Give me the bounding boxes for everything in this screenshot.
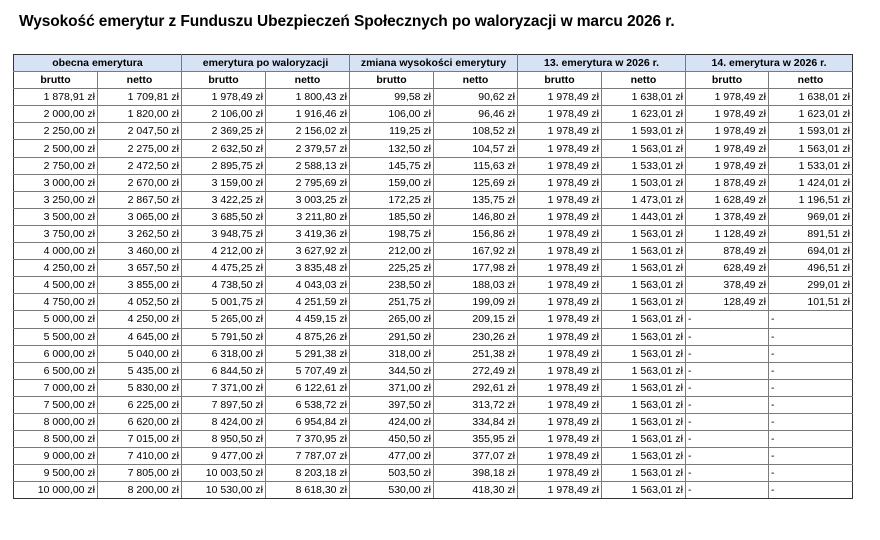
table-cell: 3 250,00 zł <box>14 191 98 208</box>
table-cell: 418,30 zł <box>434 482 518 499</box>
table-cell: 450,50 zł <box>350 431 434 448</box>
table-cell: 5 707,49 zł <box>266 362 350 379</box>
table-cell: 1 638,01 zł <box>769 89 853 106</box>
table-cell: 1 978,49 zł <box>518 260 602 277</box>
table-row <box>14 345 853 362</box>
table-row <box>14 413 853 430</box>
table-cell: 5 001,75 zł <box>182 294 266 311</box>
table-cell: 8 950,50 zł <box>182 431 266 448</box>
table-cell: 7 805,00 zł <box>98 465 182 482</box>
table-cell: 4 212,00 zł <box>182 243 266 260</box>
table-cell: 1 563,01 zł <box>602 294 686 311</box>
table-cell: 969,01 zł <box>769 208 853 225</box>
table-cell: 10 530,00 zł <box>182 482 266 499</box>
table-cell: - <box>769 448 853 465</box>
table-cell: 6 000,00 zł <box>14 345 98 362</box>
table-cell: 2 106,00 zł <box>182 106 266 123</box>
table-cell: 8 000,00 zł <box>14 413 98 430</box>
table-cell: 1 978,49 zł <box>686 89 769 106</box>
table-cell: 4 750,00 zł <box>14 294 98 311</box>
table-row <box>14 294 853 311</box>
sub-header-net: netto <box>434 72 518 89</box>
table-cell: 1 978,49 zł <box>518 345 602 362</box>
table-cell: - <box>686 448 769 465</box>
table-cell: 355,95 zł <box>434 431 518 448</box>
sub-header-gross: brutto <box>686 72 769 89</box>
table-cell: 2 000,00 zł <box>14 106 98 123</box>
table-cell: 2 369,25 zł <box>182 123 266 140</box>
table-cell: 1 563,01 zł <box>602 362 686 379</box>
group-header-row <box>14 55 853 72</box>
table-cell: 291,50 zł <box>350 328 434 345</box>
table-cell: 2 047,50 zł <box>98 123 182 140</box>
table-cell: - <box>769 379 853 396</box>
table-cell: 4 500,00 zł <box>14 277 98 294</box>
table-cell: 1 978,49 zł <box>518 225 602 242</box>
table-cell: 1 443,01 zł <box>602 208 686 225</box>
table-row <box>14 106 853 123</box>
table-cell: 1 978,49 zł <box>686 157 769 174</box>
table-row <box>14 89 853 106</box>
table-cell: 1 978,49 zł <box>518 157 602 174</box>
table-cell: 106,00 zł <box>350 106 434 123</box>
table-row <box>14 379 853 396</box>
sub-header-gross: brutto <box>518 72 602 89</box>
table-row <box>14 123 853 140</box>
group-header-change: zmiana wysokości emerytury <box>350 55 518 72</box>
table-cell: 1 978,49 zł <box>518 413 602 430</box>
table-cell: - <box>686 413 769 430</box>
table-cell: 7 370,95 zł <box>266 431 350 448</box>
table-cell: 6 844,50 zł <box>182 362 266 379</box>
table-cell: 530,00 zł <box>350 482 434 499</box>
table-cell: 132,50 zł <box>350 140 434 157</box>
table-cell: 1 563,01 zł <box>602 465 686 482</box>
table-cell: 9 477,00 zł <box>182 448 266 465</box>
table-cell: 3 460,00 zł <box>98 243 182 260</box>
table-cell: 96,46 zł <box>434 106 518 123</box>
table-cell: 377,07 zł <box>434 448 518 465</box>
table-cell: 3 750,00 zł <box>14 225 98 242</box>
table-cell: 6 954,84 zł <box>266 413 350 430</box>
table-cell: 477,00 zł <box>350 448 434 465</box>
table-cell: 4 251,59 zł <box>266 294 350 311</box>
table-cell: 212,00 zł <box>350 243 434 260</box>
table-cell: 398,18 zł <box>434 465 518 482</box>
table-cell: 8 200,00 zł <box>98 482 182 499</box>
table-cell: 371,00 zł <box>350 379 434 396</box>
table-cell: - <box>686 328 769 345</box>
table-cell: 1 978,49 zł <box>518 448 602 465</box>
table-cell: 145,75 zł <box>350 157 434 174</box>
table-cell: 694,01 zł <box>769 243 853 260</box>
table-cell: 1 378,49 zł <box>686 208 769 225</box>
table-cell: 1 563,01 zł <box>602 431 686 448</box>
table-row <box>14 448 853 465</box>
table-cell: 128,49 zł <box>686 294 769 311</box>
table-cell: 2 750,00 zł <box>14 157 98 174</box>
table-cell: 2 500,00 zł <box>14 140 98 157</box>
table-cell: 1 978,49 zł <box>518 482 602 499</box>
table-cell: 8 618,30 zł <box>266 482 350 499</box>
table-cell: 238,50 zł <box>350 277 434 294</box>
table-cell: 1 978,49 zł <box>518 294 602 311</box>
table-cell: - <box>769 362 853 379</box>
table-cell: 209,15 zł <box>434 311 518 328</box>
table-cell: 1 563,01 zł <box>602 311 686 328</box>
table-cell: 1 878,49 zł <box>686 174 769 191</box>
table-cell: - <box>686 465 769 482</box>
table-cell: 3 211,80 zł <box>266 208 350 225</box>
table-cell: 8 424,00 zł <box>182 413 266 430</box>
table-cell: 7 787,07 zł <box>266 448 350 465</box>
table-cell: 3 262,50 zł <box>98 225 182 242</box>
group-header-current-pension: obecna emerytura <box>14 55 182 72</box>
table-cell: 146,80 zł <box>434 208 518 225</box>
table-cell: 3 948,75 zł <box>182 225 266 242</box>
table-cell: 1 978,49 zł <box>518 277 602 294</box>
table-cell: 1 563,01 zł <box>602 243 686 260</box>
table-cell: 334,84 zł <box>434 413 518 430</box>
table-cell: 4 738,50 zł <box>182 277 266 294</box>
table-body <box>14 89 853 499</box>
table-cell: 115,63 zł <box>434 157 518 174</box>
table-cell: 6 318,00 zł <box>182 345 266 362</box>
sub-header-net: netto <box>266 72 350 89</box>
table-cell: 1 563,01 zł <box>602 225 686 242</box>
table-cell: 318,00 zł <box>350 345 434 362</box>
table-cell: 6 620,00 zł <box>98 413 182 430</box>
table-cell: 5 040,00 zł <box>98 345 182 362</box>
table-cell: 101,51 zł <box>769 294 853 311</box>
table-cell: 7 500,00 zł <box>14 396 98 413</box>
sub-header-row <box>14 72 853 89</box>
sub-header-net: netto <box>98 72 182 89</box>
table-cell: 2 895,75 zł <box>182 157 266 174</box>
table-cell: 108,52 zł <box>434 123 518 140</box>
table-cell: 1 563,01 zł <box>602 140 686 157</box>
table-cell: 1 563,01 zł <box>602 448 686 465</box>
table-cell: 4 052,50 zł <box>98 294 182 311</box>
table-cell: 397,50 zł <box>350 396 434 413</box>
table-cell: 1 978,49 zł <box>518 362 602 379</box>
table-cell: 2 156,02 zł <box>266 123 350 140</box>
table-cell: 1 563,01 zł <box>602 328 686 345</box>
table-cell: 1 593,01 zł <box>602 123 686 140</box>
table-cell: 7 410,00 zł <box>98 448 182 465</box>
table-cell: 496,51 zł <box>769 260 853 277</box>
sub-header-net: netto <box>769 72 853 89</box>
table-cell: 135,75 zł <box>434 191 518 208</box>
table-cell: 5 000,00 zł <box>14 311 98 328</box>
table-row <box>14 243 853 260</box>
table-cell: 1 800,43 zł <box>266 89 350 106</box>
table-row <box>14 396 853 413</box>
table-cell: - <box>769 311 853 328</box>
table-cell: 2 588,13 zł <box>266 157 350 174</box>
table-row <box>14 208 853 225</box>
table-cell: 1 196,51 zł <box>769 191 853 208</box>
group-header-14th-pension: 14. emerytura w 2026 r. <box>686 55 853 72</box>
table-cell: 265,00 zł <box>350 311 434 328</box>
table-row <box>14 465 853 482</box>
table-cell: 1 978,49 zł <box>686 123 769 140</box>
table-cell: 1 978,49 zł <box>686 106 769 123</box>
table-cell: 6 538,72 zł <box>266 396 350 413</box>
table-cell: 3 855,00 zł <box>98 277 182 294</box>
group-header-13th-pension: 13. emerytura w 2026 r. <box>518 55 686 72</box>
table-cell: 4 000,00 zł <box>14 243 98 260</box>
table-cell: 5 291,38 zł <box>266 345 350 362</box>
table-cell: - <box>686 311 769 328</box>
table-cell: 378,49 zł <box>686 277 769 294</box>
table-cell: 4 459,15 zł <box>266 311 350 328</box>
table-row <box>14 328 853 345</box>
table-cell: 5 500,00 zł <box>14 328 98 345</box>
table-cell: 1 593,01 zł <box>769 123 853 140</box>
table-cell: 1 978,49 zł <box>518 140 602 157</box>
table-row <box>14 482 853 499</box>
table-cell: 2 250,00 zł <box>14 123 98 140</box>
table-cell: 1 978,49 zł <box>518 208 602 225</box>
table-cell: 4 250,00 zł <box>14 260 98 277</box>
table-cell: 10 003,50 zł <box>182 465 266 482</box>
table-cell: - <box>769 328 853 345</box>
table-cell: - <box>769 396 853 413</box>
table-row <box>14 277 853 294</box>
table-cell: 104,57 zł <box>434 140 518 157</box>
table-cell: 1 623,01 zł <box>769 106 853 123</box>
table-cell: 1 563,01 zł <box>602 260 686 277</box>
table-cell: 1 709,81 zł <box>98 89 182 106</box>
table-cell: 185,50 zł <box>350 208 434 225</box>
table-cell: 7 015,00 zł <box>98 431 182 448</box>
table-cell: 2 670,00 zł <box>98 174 182 191</box>
table-cell: 172,25 zł <box>350 191 434 208</box>
table-cell: 125,69 zł <box>434 174 518 191</box>
table-cell: 878,49 zł <box>686 243 769 260</box>
table-cell: 2 795,69 zł <box>266 174 350 191</box>
table-row <box>14 362 853 379</box>
table-cell: 1 978,49 zł <box>518 243 602 260</box>
table-cell: 3 003,25 zł <box>266 191 350 208</box>
table-cell: 4 875,26 zł <box>266 328 350 345</box>
table-cell: 10 000,00 zł <box>14 482 98 499</box>
table-cell: 313,72 zł <box>434 396 518 413</box>
table-cell: 5 435,00 zł <box>98 362 182 379</box>
table-row <box>14 311 853 328</box>
table-cell: 177,98 zł <box>434 260 518 277</box>
table-cell: 167,92 zł <box>434 243 518 260</box>
table-cell: 3 159,00 zł <box>182 174 266 191</box>
table-cell: 1 978,49 zł <box>518 431 602 448</box>
table-cell: 156,86 zł <box>434 225 518 242</box>
table-cell: 1 820,00 zł <box>98 106 182 123</box>
table-cell: 1 563,01 zł <box>602 482 686 499</box>
table-cell: 119,25 zł <box>350 123 434 140</box>
table-cell: 1 563,01 zł <box>769 140 853 157</box>
table-cell: 6 225,00 zł <box>98 396 182 413</box>
table-cell: 3 685,50 zł <box>182 208 266 225</box>
table-cell: 292,61 zł <box>434 379 518 396</box>
table-cell: 251,38 zł <box>434 345 518 362</box>
sub-header-gross: brutto <box>350 72 434 89</box>
table-cell: 8 203,18 zł <box>266 465 350 482</box>
table-cell: 1 473,01 zł <box>602 191 686 208</box>
table-cell: 2 867,50 zł <box>98 191 182 208</box>
table-cell: 3 000,00 zł <box>14 174 98 191</box>
table-cell: 4 475,25 zł <box>182 260 266 277</box>
table-cell: 1 978,49 zł <box>518 123 602 140</box>
table-cell: 7 000,00 zł <box>14 379 98 396</box>
table-cell: 7 897,50 zł <box>182 396 266 413</box>
table-cell: 1 503,01 zł <box>602 174 686 191</box>
table-cell: 3 657,50 zł <box>98 260 182 277</box>
sub-header-gross: brutto <box>14 72 98 89</box>
table-cell: 3 065,00 zł <box>98 208 182 225</box>
table-cell: 5 830,00 zł <box>98 379 182 396</box>
table-cell: 1 563,01 zł <box>602 396 686 413</box>
table-cell: 1 978,49 zł <box>518 174 602 191</box>
table-cell: 1 424,01 zł <box>769 174 853 191</box>
table-cell: 159,00 zł <box>350 174 434 191</box>
table-row <box>14 431 853 448</box>
table-cell: 5 791,50 zł <box>182 328 266 345</box>
sub-header-net: netto <box>602 72 686 89</box>
table-cell: 4 250,00 zł <box>98 311 182 328</box>
table-cell: 1 563,01 zł <box>602 345 686 362</box>
table-cell: 198,75 zł <box>350 225 434 242</box>
table-cell: 1 978,49 zł <box>518 191 602 208</box>
table-cell: 1 978,49 zł <box>518 465 602 482</box>
table-cell: 1 878,91 zł <box>14 89 98 106</box>
table-cell: 225,25 zł <box>350 260 434 277</box>
table-cell: 3 835,48 zł <box>266 260 350 277</box>
table-cell: 6 500,00 zł <box>14 362 98 379</box>
table-cell: 1 978,49 zł <box>518 89 602 106</box>
table-cell: 99,58 zł <box>350 89 434 106</box>
table-cell: 503,50 zł <box>350 465 434 482</box>
table-row <box>14 157 853 174</box>
table-cell: - <box>769 413 853 430</box>
table-cell: 1 563,01 zł <box>602 379 686 396</box>
page-title: Wysokość emerytur z Funduszu Ubezpieczeń Społecznych po waloryzacji w marcu 2026 r. <box>19 13 675 30</box>
table-row <box>14 191 853 208</box>
table-cell: 1 128,49 zł <box>686 225 769 242</box>
table-cell: 9 000,00 zł <box>14 448 98 465</box>
table-cell: 1 978,49 zł <box>686 140 769 157</box>
table-cell: 344,50 zł <box>350 362 434 379</box>
table-cell: - <box>686 396 769 413</box>
table-cell: 2 472,50 zł <box>98 157 182 174</box>
table-cell: 1 978,49 zł <box>518 379 602 396</box>
pension-table <box>13 54 853 499</box>
table-cell: 3 627,92 zł <box>266 243 350 260</box>
table-cell: 1 978,49 zł <box>518 396 602 413</box>
table-cell: 891,51 zł <box>769 225 853 242</box>
table-cell: 2 379,57 zł <box>266 140 350 157</box>
table-cell: - <box>686 362 769 379</box>
table-cell: 2 275,00 zł <box>98 140 182 157</box>
table-cell: 2 632,50 zł <box>182 140 266 157</box>
table-cell: 272,49 zł <box>434 362 518 379</box>
table-cell: 1 978,49 zł <box>518 328 602 345</box>
table-cell: - <box>769 431 853 448</box>
table-cell: 1 533,01 zł <box>769 157 853 174</box>
table-cell: - <box>686 345 769 362</box>
table-cell: 8 500,00 zł <box>14 431 98 448</box>
table-cell: 7 371,00 zł <box>182 379 266 396</box>
table-cell: 1 563,01 zł <box>602 277 686 294</box>
table-row <box>14 140 853 157</box>
table-cell: 1 623,01 zł <box>602 106 686 123</box>
table-cell: 1 978,49 zł <box>518 106 602 123</box>
table-cell: 1 533,01 zł <box>602 157 686 174</box>
table-cell: - <box>769 345 853 362</box>
table-cell: 3 419,36 zł <box>266 225 350 242</box>
table-cell: 251,75 zł <box>350 294 434 311</box>
table-row <box>14 260 853 277</box>
table-cell: - <box>686 379 769 396</box>
table-cell: 4 645,00 zł <box>98 328 182 345</box>
table-cell: 1 563,01 zł <box>602 413 686 430</box>
table-cell: 188,03 zł <box>434 277 518 294</box>
table-cell: - <box>686 482 769 499</box>
table-cell: 3 500,00 zł <box>14 208 98 225</box>
table-cell: - <box>769 482 853 499</box>
table-row <box>14 225 853 242</box>
table-cell: 230,26 zł <box>434 328 518 345</box>
table-row <box>14 174 853 191</box>
sub-header-gross: brutto <box>182 72 266 89</box>
table-cell: 90,62 zł <box>434 89 518 106</box>
table-cell: 199,09 zł <box>434 294 518 311</box>
table-cell: 1 916,46 zł <box>266 106 350 123</box>
table-cell: 1 638,01 zł <box>602 89 686 106</box>
table-cell: 9 500,00 zł <box>14 465 98 482</box>
group-header-after-indexation: emerytura po waloryzacji <box>182 55 350 72</box>
table-cell: 1 628,49 zł <box>686 191 769 208</box>
table-cell: 1 978,49 zł <box>518 311 602 328</box>
table-cell: - <box>686 431 769 448</box>
table-cell: 1 978,49 zł <box>182 89 266 106</box>
table-cell: 628,49 zł <box>686 260 769 277</box>
table-cell: 4 043,03 zł <box>266 277 350 294</box>
table-cell: 5 265,00 zł <box>182 311 266 328</box>
table-cell: - <box>769 465 853 482</box>
table-cell: 3 422,25 zł <box>182 191 266 208</box>
table-cell: 424,00 zł <box>350 413 434 430</box>
table-cell: 299,01 zł <box>769 277 853 294</box>
table-cell: 6 122,61 zł <box>266 379 350 396</box>
